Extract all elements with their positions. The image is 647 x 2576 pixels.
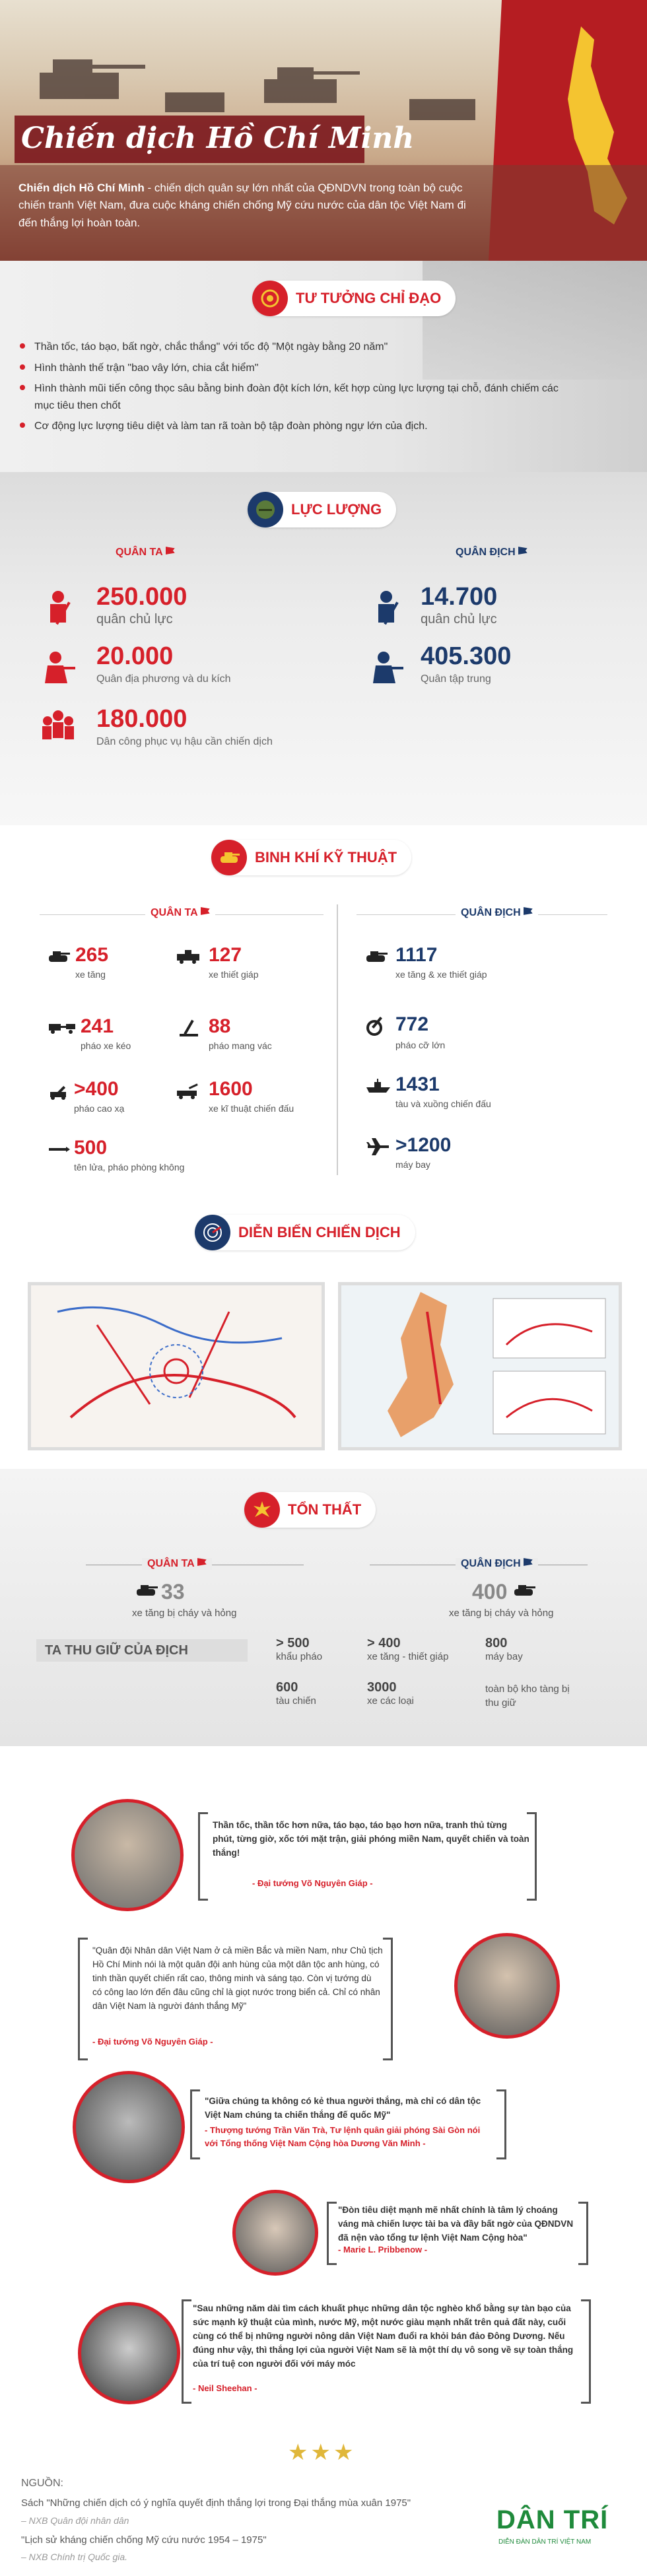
captured-item: > 500 khẩu pháo (276, 1636, 323, 1662)
luc-luong-right-head: QUÂN ĐỊCH (456, 547, 528, 559)
ta-loss-label: xe tăng bị cháy và hỏng (132, 1608, 237, 1619)
navy-flag-icon (524, 907, 533, 915)
portrait-giap (71, 1799, 184, 1911)
red-flag-icon (166, 547, 175, 555)
tu-tuong-header (252, 281, 456, 316)
weapon-num: >400 (74, 1078, 119, 1100)
bracket-left (327, 2202, 337, 2265)
portrait-pribbenow (232, 2190, 318, 2276)
weapon-label: máy bay (395, 1159, 430, 1170)
navy-flag-icon (518, 547, 528, 555)
quote-3: "Giữa chúng ta không có kẻ thua người thắng, mà chỉ có dân tộc Việt Nam chúng ta chiến thắng đế quốc Mỹ" (205, 2096, 481, 2120)
weapon-label: tàu và xuồng chiến đấu (395, 1099, 491, 1109)
luc-luong-header (248, 492, 396, 527)
weapon-num: 265 (75, 944, 109, 966)
ta-force-label: Dân công phục vụ hậu cần chiến dịch (96, 736, 273, 747)
dich-loss-num: 400 (472, 1580, 508, 1604)
helmet-icon (248, 492, 283, 527)
armored-car-icon (176, 949, 202, 965)
campaign-map-right[interactable] (338, 1282, 622, 1450)
weapon-num: >1200 (395, 1134, 452, 1156)
enemy-soldier-icon (366, 588, 406, 627)
weapon-num: 1117 (395, 944, 438, 966)
dich-force-num: 14.700 (421, 583, 498, 611)
binh-khi-title: BINH KHÍ KỸ THUẬT (255, 849, 397, 865)
quote-4-author: - Marie L. Pribbenow - (338, 2245, 428, 2254)
red-flag-icon (201, 907, 210, 915)
quote-2: "Quân đội Nhân dân Việt Nam ở cả miền Bắc và miền Nam, như Chủ tịch Hồ Chí Minh nói là một quân đội anh hùng của một dân tộc anh hùng, có tinh thần quyết chiến rất cao, thông minh và sáng tạo. Còn vị tướng dù có công lao lớn đến đâu cũng chỉ là giọt nước trong biển cả. Chỉ có nhân dân Việt Nam là người đánh thắng Mỹ" (92, 1946, 383, 2011)
sources-label: NGUỒN: (21, 2478, 63, 2489)
ton-that-section (0, 1469, 647, 1746)
quote-3-author: - Thượng tướng Trần Văn Trà, Tư lệnh quân giải phóng Sài Gòn nói với Tổng thống Việt Nam Cộng hòa Dương Văn Minh - (205, 2125, 481, 2148)
portrait-tra (73, 2071, 185, 2183)
binh-khi-header (211, 840, 411, 875)
ta-force-label: quân chủ lực (96, 612, 173, 627)
source-2-publisher: – NXB Chính trị Quốc gia. (21, 2552, 128, 2562)
star-icon: ★ (333, 2440, 357, 2465)
portrait-sheehan (78, 2302, 180, 2404)
ton-that-left-head: QUÂN TA (142, 1558, 212, 1570)
weapon-label: xe tăng (75, 969, 106, 980)
list-item: Hình thành mũi tiến công thọc sâu bằng binh đoàn đột kích lớn, kết hợp cùng lực lượng tại chỗ, đánh chiếm các mục tiêu then chốt (20, 380, 561, 414)
mortar-icon (176, 1018, 202, 1038)
captured-item: toàn bộ kho tàng bị thu giữ (485, 1683, 570, 1709)
radar-icon (195, 1215, 230, 1250)
dantri-logo-sub: DIỄN ĐÀN DÂN TRÍ VIỆT NAM (498, 2538, 592, 2546)
list-item: Cơ động lực lượng tiêu diệt và làm tan rã toàn bộ tập đoàn phòng ngự lớn của địch. (20, 418, 561, 435)
dien-bien-section (0, 1198, 647, 1469)
ton-that-title: TỔN THẤT (288, 1501, 362, 1518)
guerrilla-icon (38, 647, 78, 687)
weapon-num: 88 (209, 1015, 231, 1037)
soldier-icon (38, 588, 78, 627)
quote-5-author: - Neil Sheehan - (193, 2383, 257, 2393)
dich-force-num: 405.300 (421, 642, 512, 670)
quote-4: "Đòn tiêu diệt mạnh mẽ nhất chính là tâm lý choáng váng mà chiến lược tài ba và đầy bất ngờ của QĐNDVN đã nện vào tổng tư lệnh Việt Nam Cộng hòa" (338, 2205, 574, 2243)
weapon-label: xe kĩ thuật chiến đấu (209, 1103, 294, 1114)
explosion-icon (244, 1492, 280, 1528)
weapon-label: pháo cao xạ (74, 1103, 125, 1114)
weapon-num: 127 (209, 944, 242, 966)
quote-5: "Sau những năm dài tìm cách khuất phục những dân tộc nghèo khổ bằng sự tàn bạo của sức mạnh kỹ thuật của mình, nước Mỹ, một nước giàu mạnh nhất trên quả đất này, cuối cùng có thể bị những người nông dân Việt Nam đuổi ra khỏi bán đảo Đông Dương. Nếu đúng như vậy, thì thắng lợi của người Việt Nam sẽ là một thí dụ vô song về sự toàn thắng của trí tuệ con người đối với máy móc (193, 2303, 574, 2369)
footer-section (0, 2439, 647, 2576)
missile-icon (48, 1145, 71, 1154)
airplane-icon (365, 1137, 392, 1157)
bracket-left (190, 2089, 200, 2159)
engineering-vehicle-icon (176, 1083, 202, 1100)
bracket-left (198, 1812, 208, 1901)
ship-icon (365, 1078, 392, 1094)
dantri-logo[interactable]: DÂN TRÍ (496, 2505, 609, 2534)
binh-khi-section (0, 825, 647, 1198)
captured-item: 800 máy bay (485, 1636, 523, 1662)
ton-that-header (244, 1492, 376, 1528)
source-1: Sách "Những chiến dịch có ý nghĩa quyết định thắng lợi trong Đại thắng mùa xuân 1975" (21, 2497, 411, 2509)
weapon-num: 500 (74, 1137, 108, 1159)
tank-icon (48, 949, 71, 963)
map-left-illustration (31, 1285, 322, 1447)
map-right-illustration (341, 1285, 619, 1447)
quote-2-author: - Đại tướng Võ Nguyên Giáp - (92, 2037, 213, 2047)
ta-loss-num: 33 (161, 1580, 185, 1604)
campaign-map-left[interactable] (28, 1282, 325, 1450)
tu-tuong-list (20, 339, 561, 435)
bracket-right (578, 2202, 588, 2265)
weapon-label: xe thiết giáp (209, 969, 259, 980)
ton-that-right-head: QUÂN ĐỊCH (456, 1558, 538, 1570)
hero-intro (18, 180, 481, 232)
weapon-label: xe tăng & xe thiết giáp (395, 969, 487, 980)
anti-aircraft-icon (48, 1083, 74, 1100)
binh-khi-left-head: QUÂN TA (145, 907, 215, 919)
ta-force-label: Quân địa phương và du kích (96, 673, 231, 685)
luc-luong-title: LỰC LƯỢNG (291, 501, 382, 518)
dich-loss-label: xe tăng bị cháy và hỏng (449, 1608, 554, 1619)
tank-icon (211, 840, 247, 875)
people-icon (38, 706, 78, 746)
artillery-icon (365, 1013, 389, 1037)
list-item: Hình thành thế trận "bao vây lớn, chia cắt hiểm" (20, 360, 561, 377)
hero-intro-text: - chiến dịch quân sự lớn nhất của QĐNDVN trong toàn bộ cuộc chiến tranh Việt Nam, đưa cuộc kháng chiến chống Mỹ cứu nước của dân tộc Việt Nam đi đến thắng lợi hoàn toàn. (18, 182, 466, 229)
captured-item: > 400 xe tăng - thiết giáp (367, 1636, 449, 1662)
captured-item: 600 tàu chiến (276, 1680, 316, 1707)
stars (288, 2439, 356, 2466)
weapon-label: pháo mang vác (209, 1040, 272, 1051)
weapon-num: 241 (81, 1015, 114, 1037)
weapon-label: tên lửa, pháo phòng không (74, 1162, 185, 1172)
bracket-right (383, 1938, 393, 2060)
weapon-label: pháo xe kéo (81, 1040, 131, 1051)
star-icon: ★ (310, 2440, 333, 2465)
tu-tuong-section (0, 261, 647, 472)
binh-khi-divider (337, 904, 338, 1175)
quotes-section (0, 1746, 647, 2439)
hero-intro-bold: Chiến dịch Hồ Chí Minh (18, 182, 145, 194)
quote-1-author: - Đại tướng Võ Nguyên Giáp - (252, 1878, 373, 1888)
ta-force-num: 180.000 (96, 705, 187, 733)
captured-head: TA THU GIỮ CỦA ĐỊCH (45, 1643, 188, 1658)
dien-bien-title: DIỄN BIẾN CHIẾN DỊCH (238, 1224, 401, 1240)
tu-tuong-title: TƯ TƯỞNG CHỈ ĐẠO (296, 290, 442, 306)
bracket-right (496, 2089, 506, 2159)
weapon-num: 1600 (209, 1078, 253, 1100)
towed-artillery-icon (48, 1020, 77, 1034)
bracket-right (581, 2299, 591, 2404)
weapon-label: pháo cỡ lớn (395, 1040, 446, 1050)
star-icon: ★ (288, 2440, 311, 2465)
hero-section (0, 0, 647, 261)
hero-title: Chiến dịch Hồ Chí Minh (21, 121, 415, 155)
weapon-num: 772 (395, 1013, 429, 1035)
dien-bien-header (195, 1215, 415, 1250)
tank-icon (513, 1582, 537, 1597)
ta-force-num: 20.000 (96, 642, 174, 670)
bracket-left (182, 2299, 191, 2404)
enemy-troops-icon (366, 647, 406, 687)
dich-force-label: quân chủ lực (421, 612, 497, 627)
captured-item: 3000 xe các loại (367, 1680, 414, 1707)
quote-1: Thần tốc, thần tốc hơn nữa, táo bạo, táo bạo hơn nữa, tranh thủ từng phút, từng giờ, xốc tới mặt trận, giải phóng miền Nam, quyết chiến và toàn thắng! (213, 1820, 529, 1858)
luc-luong-left-head: QUÂN TA (116, 547, 175, 559)
red-flag-icon (197, 1558, 207, 1566)
binh-khi-right-head: QUÂN ĐỊCH (456, 907, 538, 919)
luc-luong-section (0, 472, 647, 825)
list-item: Thần tốc, táo bạo, bất ngờ, chắc thắng" với tốc độ "Một ngày bằng 20 năm" (20, 339, 561, 356)
ta-force-num: 250.000 (96, 583, 187, 611)
tank-icon (365, 949, 389, 963)
portrait-giap-2 (454, 1933, 560, 2039)
weapon-num: 1431 (395, 1073, 440, 1095)
tank-icon (135, 1582, 159, 1597)
source-1-publisher: – NXB Quân đội nhân dân (21, 2515, 129, 2526)
source-2: "Lịch sử kháng chiến chống Mỹ cứu nước 1954 – 1975" (21, 2534, 267, 2546)
navy-flag-icon (524, 1558, 533, 1566)
bracket-left (78, 1938, 88, 2060)
bracket-right (527, 1812, 537, 1901)
target-icon (252, 281, 288, 316)
dich-force-label: Quân tập trung (421, 673, 491, 685)
